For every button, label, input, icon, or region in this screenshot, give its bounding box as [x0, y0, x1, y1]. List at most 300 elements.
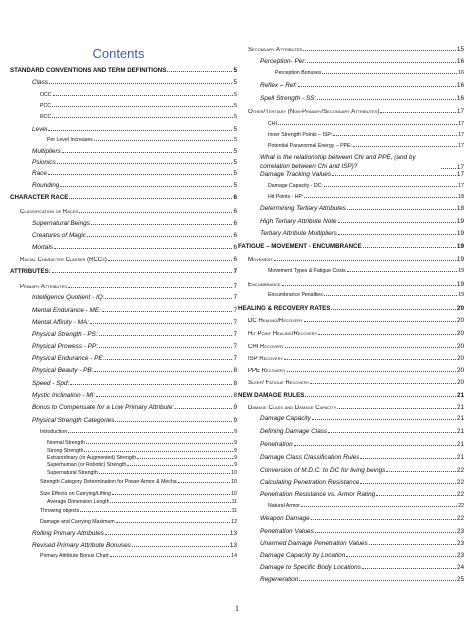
toc-leader-dots — [278, 124, 457, 125]
toc-entry-label: Secondary Attributes — [248, 47, 303, 53]
toc-entry-page: 7 — [233, 307, 237, 314]
toc-entry-label: Psionics — [32, 159, 56, 166]
toc-leader-dots — [48, 130, 232, 131]
toc-entry[interactable] — [238, 281, 464, 288]
toc-entry[interactable] — [238, 367, 464, 374]
toc-entry-label: CHARACTER RACE — [10, 194, 69, 201]
toc-entry-label: Spell Strength - SS: — [260, 95, 317, 102]
toc-entry-page: 17 — [458, 183, 464, 189]
toc-leader-dots — [332, 175, 456, 176]
toc-entry[interactable] — [10, 148, 237, 155]
toc-entry[interactable] — [238, 95, 464, 102]
toc-leader-dots — [287, 371, 456, 372]
toc-entry[interactable] — [238, 121, 464, 127]
toc-entry-page: 19 — [456, 256, 464, 263]
toc-entry[interactable] — [10, 404, 237, 411]
toc-entry[interactable] — [238, 268, 464, 274]
toc-leader-dots — [84, 451, 233, 452]
toc-entry[interactable] — [10, 126, 237, 133]
toc-entry-page: 25 — [456, 576, 464, 583]
toc-entry[interactable] — [238, 379, 464, 386]
toc-entry-page: 5 — [233, 126, 237, 133]
toc-leader-dots — [68, 287, 232, 288]
toc-leader-dots — [52, 272, 233, 273]
toc-entry-label: CHI Recovery — [248, 344, 284, 350]
toc-leader-dots — [110, 502, 230, 503]
toc-leader-dots — [91, 224, 233, 225]
toc-entry-label: Strength Category Determination for Power Armor & Mecha — [40, 479, 177, 485]
toc-entry[interactable] — [238, 479, 464, 486]
toc-entry[interactable] — [238, 256, 464, 263]
toc-entry[interactable] — [10, 208, 237, 215]
toc-entry-label: Penetration Resistance vs. Armor Rating — [260, 491, 376, 498]
toc-entry-label: Penetration Values — [260, 528, 314, 535]
toc-entry-label: Physical Endurance - PE: — [32, 355, 105, 362]
toc-entry-label: Average Dimension Length — [47, 499, 110, 505]
toc-leader-dots — [62, 152, 233, 153]
toc-leader-dots — [282, 285, 456, 286]
toc-entry-page: 23 — [456, 552, 464, 559]
page-number: 1 — [235, 604, 239, 613]
toc-entry[interactable] — [10, 307, 237, 314]
toc-entry-page: 19 — [456, 218, 464, 225]
toc-leader-dots — [175, 408, 232, 409]
toc-entry-label: Rounding — [32, 182, 60, 189]
toc-entry-label: Other/Tertiary (Non-Primary/Secondary Attributes) — [248, 109, 380, 115]
toc-entry-page: 22 — [458, 503, 464, 509]
toc-entry-label: Supernatural Beings — [32, 220, 90, 227]
toc-entry-label: Unarmed Damage Penetration Values — [260, 540, 368, 547]
toc-entry-page: 9 — [233, 404, 237, 411]
toc-entry-page: 9 — [234, 429, 237, 435]
toc-entry-label: STANDARD CONVENTIONS AND TERM DEFINITIONS — [10, 67, 167, 74]
toc-entry[interactable] — [10, 114, 237, 120]
toc-entry[interactable] — [238, 70, 464, 76]
toc-entry[interactable] — [238, 171, 464, 178]
toc-entry-page: 24 — [456, 564, 464, 571]
toc-entry[interactable] — [10, 499, 237, 505]
toc-leader-dots — [127, 465, 233, 466]
toc-entry[interactable] — [10, 256, 237, 263]
toc-entry-label: Determining Tertiary Attributes — [260, 205, 346, 212]
toc-leader-dots — [105, 534, 229, 535]
toc-entry[interactable] — [238, 292, 464, 298]
toc-entry-page: 10 — [231, 470, 237, 476]
toc-entry-page: 16 — [458, 70, 464, 76]
toc-leader-dots — [333, 135, 457, 136]
toc-entry-page: 20 — [456, 379, 464, 386]
toc-entry[interactable] — [238, 194, 464, 200]
toc-entry-page: 10 — [231, 491, 237, 497]
toc-entry-page: 17 — [458, 121, 464, 127]
toc-entry-label: Mental Affinity - MA: — [32, 319, 89, 326]
toc-entry[interactable] — [10, 448, 237, 454]
toc-entry[interactable] — [10, 137, 237, 143]
toc-entry-label: Damage Class Classification Rules — [260, 454, 360, 461]
toc-entry-label: Reflex – Ref: — [260, 82, 297, 89]
toc-entry-page: 6 — [233, 244, 237, 251]
toc-entry[interactable] — [238, 205, 464, 212]
toc-entry[interactable] — [238, 528, 464, 535]
toc-entry[interactable] — [238, 415, 464, 422]
toc-entry-page: 19 — [458, 292, 464, 298]
toc-leader-dots — [79, 212, 232, 213]
toc-leader-dots — [87, 236, 232, 237]
toc-entry[interactable] — [10, 294, 237, 301]
toc-entry-label: Supernatural Strength — [47, 470, 98, 476]
toc-entry-label: NEW DAMAGE RULES — [238, 392, 305, 399]
toc-entry-label: Encumbrance — [248, 282, 281, 288]
toc-leader-dots — [285, 347, 456, 348]
toc-leader-dots — [86, 443, 233, 444]
toc-entry-page: 5 — [233, 67, 237, 74]
toc-leader-dots — [132, 546, 229, 547]
toc-entry[interactable] — [238, 132, 464, 138]
toc-leader-dots — [369, 544, 456, 545]
toc-entry-label: Hit Point Healing/Recovery — [248, 331, 318, 337]
toc-entry-label: Physical Strength - PS: — [32, 331, 98, 338]
toc-leader-dots — [52, 117, 233, 118]
toc-entry[interactable] — [10, 67, 237, 74]
toc-entry-page: 21 — [456, 428, 464, 435]
toc-leader-dots — [60, 186, 232, 187]
toc-entry-label: Mystic Inclination - MI: — [32, 392, 96, 399]
toc-entry-label: Mental Endurance - ME: — [32, 307, 101, 314]
toc-entry[interactable] — [238, 467, 464, 474]
toc-leader-dots — [312, 419, 456, 420]
toc-leader-dots — [304, 197, 457, 198]
toc-leader-dots — [360, 458, 455, 459]
toc-entry[interactable] — [238, 564, 464, 571]
toc-leader-dots — [337, 408, 456, 409]
toc-entry-label: Introduction — [40, 429, 68, 435]
toc-entry[interactable] — [10, 455, 237, 461]
toc-entry[interactable] — [238, 503, 464, 509]
toc-entry-label: Perception- Per: — [260, 58, 307, 65]
toc-entry-page: 19 — [456, 230, 464, 237]
toc-entry-page: 21 — [456, 404, 464, 411]
toc-entry-page: 15 — [456, 46, 464, 53]
toc-entry-label: HEALING & RECOVERY RATES — [238, 305, 331, 312]
toc-entry[interactable] — [238, 540, 464, 547]
toc-leader-dots — [53, 95, 234, 96]
toc-leader-dots — [322, 73, 457, 74]
toc-leader-dots — [310, 383, 456, 384]
toc-entry-label: Throwing objects — [40, 508, 80, 514]
toc-leader-dots — [346, 556, 456, 557]
toc-entry[interactable] — [10, 79, 237, 86]
toc-entry-label: Rolling Primary Attributes — [32, 530, 104, 537]
toc-entry-label: Physical Prowess - PP: — [32, 343, 99, 350]
toc-entry-page: 20 — [456, 343, 464, 350]
toc-leader-dots — [167, 71, 232, 72]
toc-entry-label: Sleep/ Fatigue Recovery — [248, 380, 310, 386]
toc-entry[interactable] — [10, 392, 237, 399]
toc-entry-label: Damage Tracking Values — [260, 171, 332, 178]
toc-entry-page: 20 — [456, 317, 464, 324]
toc-entry[interactable] — [238, 355, 464, 362]
toc-entry-label: Tertiary Attribute Multipliers — [260, 230, 337, 237]
toc-entry[interactable] — [10, 244, 237, 251]
toc-leader-dots — [338, 222, 456, 223]
toc-entry-label: Per Level Increases — [47, 137, 93, 143]
toc-leader-dots — [298, 86, 456, 87]
toc-entry[interactable] — [238, 218, 464, 225]
toc-leader-dots — [347, 271, 457, 272]
toc-entry-page: 5 — [233, 182, 237, 189]
toc-entry-label: FATIGUE – MOVEMENT - ENCUMBRANCE — [238, 243, 362, 250]
toc-entry-label: Class — [32, 79, 48, 86]
toc-entry[interactable] — [238, 153, 464, 171]
toc-leader-dots — [94, 371, 232, 372]
toc-entry[interactable] — [10, 170, 237, 177]
toc-entry-label: Potential Paranormal Energy – PPE: — [268, 143, 352, 149]
toc-entry-label: Damage Capacity — [260, 415, 311, 422]
toc-entry-page: 6 — [233, 220, 237, 227]
toc-entry[interactable] — [10, 462, 237, 468]
toc-leader-dots — [52, 106, 233, 107]
toc-entry-page: 5 — [233, 79, 237, 86]
toc-entry-page: 6 — [233, 256, 237, 263]
toc-entry-label: Race — [32, 170, 47, 177]
toc-entry-label: Classification of Races — [20, 209, 79, 215]
toc-entry-label: ISP Recovery — [248, 356, 284, 362]
toc-entry-label: Weapon Damage — [260, 515, 310, 522]
toc-leader-dots — [274, 260, 456, 261]
toc-leader-dots — [102, 311, 233, 312]
toc-leader-dots — [96, 396, 232, 397]
toc-entry-label: PPE Recovery — [248, 368, 286, 374]
toc-leader-dots — [304, 321, 456, 322]
toc-entry[interactable] — [10, 194, 237, 201]
toc-entry-page: 20 — [456, 355, 464, 362]
toc-entry[interactable] — [10, 440, 237, 446]
toc-entry-label: Strong Strength — [47, 448, 84, 454]
toc-entry[interactable] — [10, 182, 237, 189]
toc-entry[interactable] — [10, 470, 237, 476]
toc-entry-page: 23 — [456, 540, 464, 547]
toc-entry-page: 22 — [456, 515, 464, 522]
toc-entry-page: 13 — [229, 530, 237, 537]
toc-entry-page: 18 — [456, 205, 464, 212]
toc-entry-page: 7 — [233, 268, 237, 275]
toc-entry[interactable] — [238, 441, 464, 448]
toc-entry-label: PCC — [40, 103, 51, 109]
toc-entry-page: 19 — [458, 268, 464, 274]
toc-entry-label: Damage Capacity - DC: — [268, 183, 323, 189]
toc-entry-page: 16 — [456, 82, 464, 89]
toc-leader-dots — [386, 471, 456, 472]
toc-entry-label: Intelligence Quotient - IQ: — [32, 294, 105, 301]
toc-entry[interactable] — [10, 508, 237, 514]
toc-entry[interactable] — [238, 392, 464, 399]
toc-entry-label: Inner Strength Points – ISP: — [268, 132, 333, 138]
toc-leader-dots — [305, 396, 456, 397]
toc-leader-dots — [105, 298, 232, 299]
toc-entry[interactable] — [238, 576, 464, 583]
toc-entry[interactable] — [10, 491, 237, 497]
toc-entry[interactable] — [10, 319, 237, 326]
toc-leader-dots — [311, 519, 456, 520]
toc-entry[interactable] — [10, 268, 237, 275]
toc-entry-page: 18 — [458, 194, 464, 200]
toc-entry[interactable] — [10, 331, 237, 338]
toc-entry-label: OCC — [40, 92, 52, 98]
toc-entry-page: 21 — [456, 441, 464, 448]
toc-leader-dots — [99, 335, 233, 336]
toc-entry-page: 5 — [234, 103, 237, 109]
toc-entry[interactable] — [238, 143, 464, 149]
toc-entry-page: 7 — [233, 355, 237, 362]
toc-leader-dots — [318, 334, 456, 335]
toc-leader-dots — [54, 248, 232, 249]
toc-entry[interactable] — [10, 159, 237, 166]
toc-leader-dots — [284, 359, 456, 360]
toc-entry-page: 16 — [456, 58, 464, 65]
toc-entry-page: 17 — [456, 164, 464, 171]
toc-entry[interactable] — [10, 220, 237, 227]
toc-entry-page: 9 — [234, 455, 237, 461]
toc-leader-dots — [307, 62, 456, 63]
toc-entry[interactable] — [238, 404, 464, 411]
toc-entry-page: 7 — [233, 331, 237, 338]
toc-leader-dots — [69, 198, 232, 199]
toc-entry[interactable] — [238, 330, 464, 337]
toc-leader-dots — [99, 473, 230, 474]
toc-entry-page: 6 — [233, 208, 237, 215]
toc-entry[interactable] — [238, 46, 464, 53]
toc-entry[interactable] — [10, 417, 237, 424]
toc-entry[interactable] — [238, 317, 464, 324]
toc-leader-dots — [105, 359, 232, 360]
toc-entry[interactable] — [238, 552, 464, 559]
toc-entry-label: Defining Damage Class — [260, 428, 328, 435]
toc-entry-page: 21 — [456, 415, 464, 422]
toc-entry-page: 21 — [456, 392, 464, 399]
toc-entry[interactable] — [10, 343, 237, 350]
toc-entry-page: 22 — [456, 467, 464, 474]
toc-entry[interactable] — [238, 454, 464, 461]
toc-entry-page: 23 — [456, 528, 464, 535]
toc-entry[interactable] — [238, 230, 464, 237]
toc-entry[interactable] — [238, 428, 464, 435]
toc-entry-label: Size Effects on Carrying/Lifting — [40, 491, 111, 497]
toc-entry[interactable] — [238, 58, 464, 65]
toc-entry[interactable] — [238, 343, 464, 350]
toc-entry-page: 7 — [233, 294, 237, 301]
page-title: Contents — [92, 46, 145, 61]
toc-entry-page: 19 — [456, 281, 464, 288]
toc-entry[interactable] — [10, 530, 237, 537]
toc-entry[interactable] — [10, 429, 237, 435]
toc-leader-dots — [376, 495, 456, 496]
toc-leader-dots — [49, 83, 232, 84]
toc-leader-dots — [70, 384, 232, 385]
toc-leader-dots — [80, 511, 230, 512]
toc-entry-page: 9 — [233, 417, 237, 424]
toc-entry[interactable] — [238, 82, 464, 89]
toc-entry-label: Superhuman (or Robotic) Strength — [47, 462, 127, 468]
toc-entry-label: Calculating Penetration Resistance — [260, 479, 360, 486]
toc-entry-page: 9 — [234, 462, 237, 468]
toc-entry-page: 17 — [456, 171, 464, 178]
toc-entry-page: 5 — [234, 137, 237, 143]
toc-entry-page: 16 — [456, 95, 464, 102]
toc-entry[interactable] — [10, 367, 237, 374]
toc-entry[interactable] — [10, 355, 237, 362]
toc-entry-page: 12 — [231, 519, 237, 525]
toc-leader-dots — [324, 186, 457, 187]
toc-leader-dots — [353, 146, 457, 147]
toc-entry[interactable] — [238, 515, 464, 522]
toc-entry[interactable] — [10, 283, 237, 290]
toc-entry-page: 22 — [456, 491, 464, 498]
toc-entry-label: Mortals — [32, 244, 53, 251]
toc-entry-page: 9 — [234, 448, 237, 454]
toc-entry-label: What is the relationship between Chi and PPE, (and by correlation between Chi and ISP)? — [260, 154, 416, 170]
toc-entry[interactable] — [10, 103, 237, 109]
toc-leader-dots — [115, 421, 232, 422]
toc-entry-label: Movement Types & Fatigue Costs — [268, 268, 346, 274]
toc-entry[interactable] — [10, 232, 237, 239]
toc-entry[interactable] — [238, 491, 464, 498]
toc-entry-page: 20 — [456, 367, 464, 374]
toc-entry-label: Speed - Spd: — [32, 380, 70, 387]
toc-leader-dots — [338, 234, 456, 235]
toc-entry-page: 5 — [233, 148, 237, 155]
toc-leader-dots — [68, 432, 233, 433]
toc-leader-dots — [324, 295, 457, 296]
toc-leader-dots — [360, 483, 455, 484]
toc-leader-dots — [331, 309, 456, 310]
toc-entry[interactable] — [238, 305, 464, 312]
toc-leader-dots — [362, 568, 456, 569]
toc-entry[interactable] — [10, 479, 237, 485]
toc-entry-page: 14 — [231, 553, 237, 559]
toc-entry-label: Conversion of M.D.C. to DC for living beings — [260, 467, 386, 474]
toc-entry-page: 5 — [234, 114, 237, 120]
toc-entry-label: Damage Class and Damage Capacity — [248, 405, 337, 411]
toc-entry-label: DC Healing/Recovery — [248, 318, 303, 324]
toc-entry-label: Normal Strength — [47, 440, 85, 446]
toc-entry-label: Damage Capacity by Location — [260, 552, 346, 559]
toc-leader-dots — [328, 432, 456, 433]
toc-leader-dots — [301, 506, 457, 507]
toc-entry[interactable] — [10, 92, 237, 98]
toc-entry[interactable] — [10, 553, 237, 559]
toc-leader-dots — [315, 532, 456, 533]
toc-entry[interactable] — [10, 380, 237, 387]
toc-leader-dots — [294, 445, 456, 446]
toc-entry[interactable] — [238, 183, 464, 189]
toc-entry-page: 17 — [456, 108, 464, 115]
toc-entry-page: 5 — [233, 170, 237, 177]
toc-entry[interactable] — [238, 243, 464, 250]
toc-entry-page: 11 — [231, 508, 237, 514]
toc-entry-label: Damage to Specific Body Locations — [260, 564, 361, 571]
toc-leader-dots — [94, 140, 233, 141]
toc-entry[interactable] — [238, 108, 464, 115]
toc-leader-dots — [347, 209, 456, 210]
toc-entry-label: Extraordinary (or Augmented) Strength — [47, 455, 137, 461]
toc-entry-page: 17 — [458, 132, 464, 138]
toc-leader-dots — [108, 260, 233, 261]
toc-entry-page: 6 — [233, 194, 237, 201]
toc-entry-page: 8 — [233, 392, 237, 399]
toc-entry[interactable] — [10, 542, 237, 549]
toc-entry[interactable] — [10, 519, 237, 525]
toc-entry-label: Penetration — [260, 441, 293, 448]
